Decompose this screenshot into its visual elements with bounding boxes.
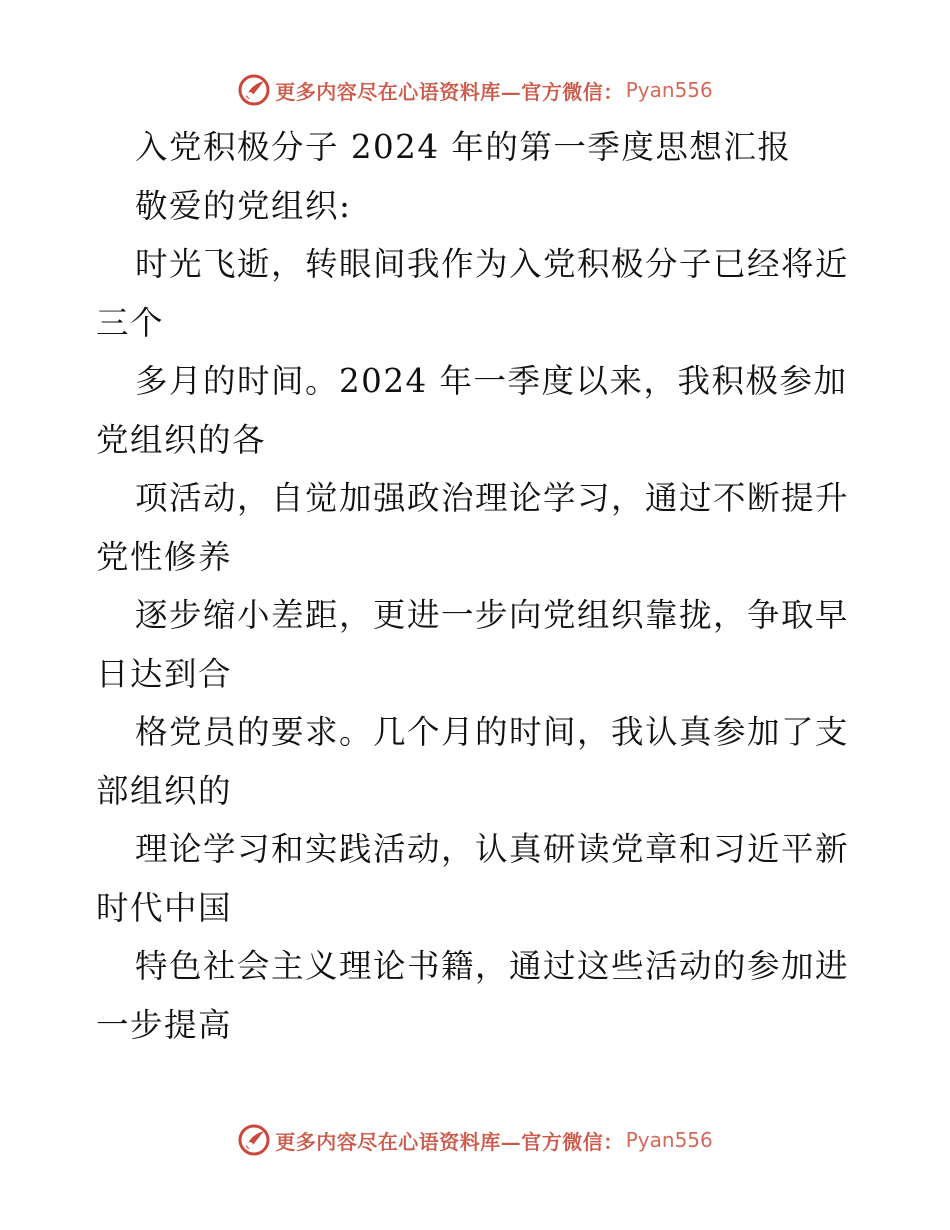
body-line: 项活动，自觉加强政治理论学习，通过不断提升: [135, 479, 850, 517]
footer-watermark-handle: Pyan556: [625, 1128, 713, 1152]
body-line: 时代中国: [96, 888, 233, 927]
body-line: 三个: [96, 303, 165, 342]
brush-logo-icon: [237, 1123, 271, 1157]
footer-watermark-text: 更多内容尽在心语资料库—官方微信：: [275, 1129, 624, 1154]
body-line: 一步提高: [96, 1005, 233, 1044]
header-watermark: [0, 70, 950, 110]
body-line: 特色社会主义理论书籍，通过这些活动的参加进: [135, 947, 850, 985]
body-line: 党性修养: [96, 537, 233, 576]
body-line: 理论学习和实践活动，认真研读党章和习近平新: [135, 830, 850, 868]
salutation: 敬爱的党组织:: [135, 186, 352, 225]
body-line: 格党员的要求。几个月的时间，我认真参加了支: [135, 713, 850, 751]
document-body: [96, 118, 856, 1054]
body-line: 逐步缩小差距，更进一步向党组织靠拢，争取早: [135, 596, 850, 634]
footer-watermark: [0, 1120, 950, 1160]
document-title: 入党积极分子 2024 年的第一季度思想汇报: [135, 128, 792, 166]
header-watermark-handle: Pyan556: [625, 78, 713, 102]
brush-logo-icon: [237, 73, 271, 107]
header-watermark-text: 更多内容尽在心语资料库—官方微信：: [275, 79, 624, 104]
body-line: 多月的时间。2024 年一季度以来，我积极参加: [135, 362, 848, 400]
body-line: 时光飞逝，转眼间我作为入党积极分子已经将近: [135, 245, 850, 283]
body-line: 党组织的各: [96, 420, 267, 459]
body-line: 日达到合: [96, 654, 233, 693]
body-line: 部组织的: [96, 771, 233, 810]
